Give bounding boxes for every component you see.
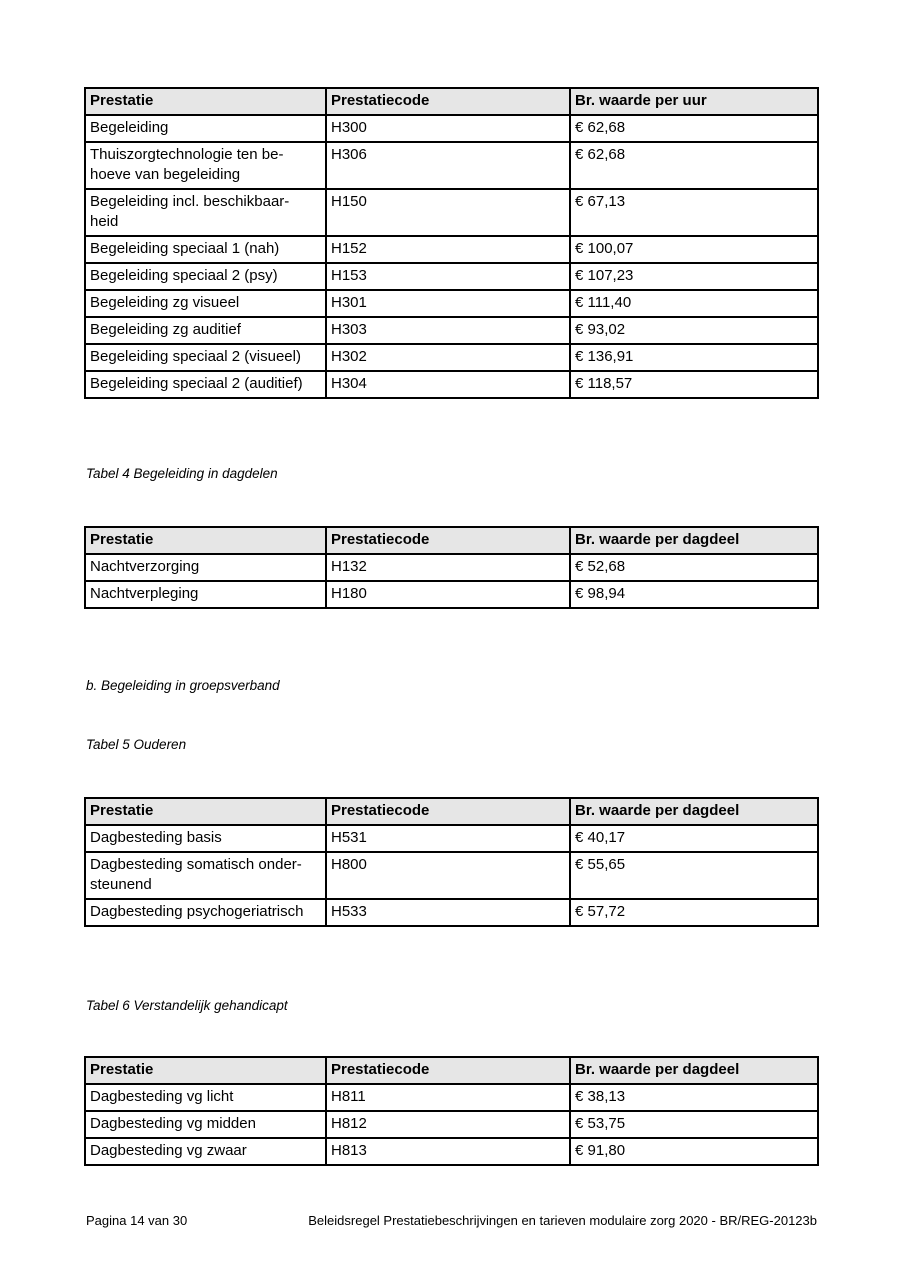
col-header-prestatie: Prestatie [85, 798, 326, 825]
cell-waarde: € 118,57 [570, 371, 818, 398]
cell-prestatie: Begeleiding zg visueel [85, 290, 326, 317]
cell-prestatie: Dagbesteding basis [85, 825, 326, 852]
table-row [85, 1084, 818, 1111]
cell-prestatie: Begeleiding speciaal 2 (psy) [85, 263, 326, 290]
cell-prestatiecode: H533 [326, 899, 570, 926]
cell-waarde: € 93,02 [570, 317, 818, 344]
table-row [85, 142, 818, 189]
cell-prestatie: Begeleiding speciaal 1 (nah) [85, 236, 326, 263]
cell-waarde: € 98,94 [570, 581, 818, 608]
cell-prestatie: Begeleiding zg auditief [85, 317, 326, 344]
tariff-table-ouderen [84, 797, 819, 927]
table-header-row [85, 527, 818, 554]
cell-prestatie: Dagbesteding vg midden [85, 1111, 326, 1138]
cell-waarde: € 62,68 [570, 142, 818, 189]
cell-prestatiecode: H300 [326, 115, 570, 142]
cell-waarde: € 136,91 [570, 344, 818, 371]
cell-prestatiecode: H531 [326, 825, 570, 852]
tariff-table-begeleiding-dagdelen [84, 526, 819, 609]
cell-waarde: € 111,40 [570, 290, 818, 317]
table-row [85, 115, 818, 142]
cell-prestatiecode: H153 [326, 263, 570, 290]
caption-tabel-4: Tabel 4 Begeleiding in dagdelen [86, 466, 278, 481]
cell-waarde: € 53,75 [570, 1111, 818, 1138]
cell-prestatiecode: H302 [326, 344, 570, 371]
cell-prestatiecode: H301 [326, 290, 570, 317]
cell-prestatie: Dagbesteding somatisch onder- steunend [85, 852, 326, 899]
table-row [85, 344, 818, 371]
table-row [85, 371, 818, 398]
cell-prestatiecode: H303 [326, 317, 570, 344]
cell-prestatiecode: H813 [326, 1138, 570, 1165]
col-header-waarde: Br. waarde per dagdeel [570, 1057, 818, 1084]
tariff-table-verstandelijk-gehandicapt [84, 1056, 819, 1166]
cell-prestatie: Begeleiding speciaal 2 (auditief) [85, 371, 326, 398]
cell-prestatie: Nachtverzorging [85, 554, 326, 581]
cell-prestatie: Begeleiding [85, 115, 326, 142]
table-row [85, 554, 818, 581]
table-header-row [85, 1057, 818, 1084]
table-row [85, 825, 818, 852]
cell-waarde: € 91,80 [570, 1138, 818, 1165]
cell-prestatie: Thuiszorgtechnologie ten be- hoeve van begeleiding [85, 142, 326, 189]
cell-prestatie: Dagbesteding psychogeriatrisch [85, 899, 326, 926]
table-row [85, 263, 818, 290]
col-header-prestatie: Prestatie [85, 88, 326, 115]
cell-prestatiecode: H812 [326, 1111, 570, 1138]
col-header-prestatie: Prestatie [85, 1057, 326, 1084]
cell-prestatiecode: H180 [326, 581, 570, 608]
cell-waarde: € 52,68 [570, 554, 818, 581]
table-header-row [85, 88, 818, 115]
footer-document-title: Beleidsregel Prestatiebeschrijvingen en tarieven modulaire zorg 2020 - BR/REG-20123b [308, 1213, 817, 1228]
col-header-prestatie: Prestatie [85, 527, 326, 554]
cell-prestatiecode: H800 [326, 852, 570, 899]
col-header-waarde: Br. waarde per dagdeel [570, 798, 818, 825]
footer-page-number: Pagina 14 van 30 [86, 1213, 188, 1228]
section-heading-b: b. Begeleiding in groepsverband [86, 678, 280, 693]
cell-prestatie: Dagbesteding vg zwaar [85, 1138, 326, 1165]
caption-tabel-6: Tabel 6 Verstandelijk gehandicapt [86, 998, 288, 1013]
table-header-row [85, 798, 818, 825]
cell-waarde: € 40,17 [570, 825, 818, 852]
cell-waarde: € 100,07 [570, 236, 818, 263]
cell-waarde: € 62,68 [570, 115, 818, 142]
cell-prestatiecode: H132 [326, 554, 570, 581]
cell-prestatiecode: H304 [326, 371, 570, 398]
table-row [85, 852, 818, 899]
col-header-prestatiecode: Prestatiecode [326, 88, 570, 115]
tariff-table-begeleiding-per-uur [84, 87, 819, 399]
cell-prestatie: Dagbesteding vg licht [85, 1084, 326, 1111]
cell-waarde: € 38,13 [570, 1084, 818, 1111]
table-row [85, 581, 818, 608]
col-header-prestatiecode: Prestatiecode [326, 1057, 570, 1084]
caption-tabel-5: Tabel 5 Ouderen [86, 737, 187, 752]
table-row [85, 899, 818, 926]
col-header-waarde: Br. waarde per uur [570, 88, 818, 115]
cell-prestatiecode: H306 [326, 142, 570, 189]
table-row [85, 236, 818, 263]
table-row [85, 189, 818, 236]
cell-waarde: € 55,65 [570, 852, 818, 899]
table-row [85, 1138, 818, 1165]
cell-waarde: € 57,72 [570, 899, 818, 926]
cell-prestatiecode: H811 [326, 1084, 570, 1111]
cell-prestatie: Begeleiding incl. beschikbaar- heid [85, 189, 326, 236]
cell-prestatie: Nachtverpleging [85, 581, 326, 608]
table-row [85, 290, 818, 317]
cell-waarde: € 107,23 [570, 263, 818, 290]
table-row [85, 1111, 818, 1138]
col-header-prestatiecode: Prestatiecode [326, 798, 570, 825]
cell-prestatie: Begeleiding speciaal 2 (visueel) [85, 344, 326, 371]
table-row [85, 317, 818, 344]
col-header-prestatiecode: Prestatiecode [326, 527, 570, 554]
cell-waarde: € 67,13 [570, 189, 818, 236]
cell-prestatiecode: H150 [326, 189, 570, 236]
cell-prestatiecode: H152 [326, 236, 570, 263]
col-header-waarde: Br. waarde per dagdeel [570, 527, 818, 554]
